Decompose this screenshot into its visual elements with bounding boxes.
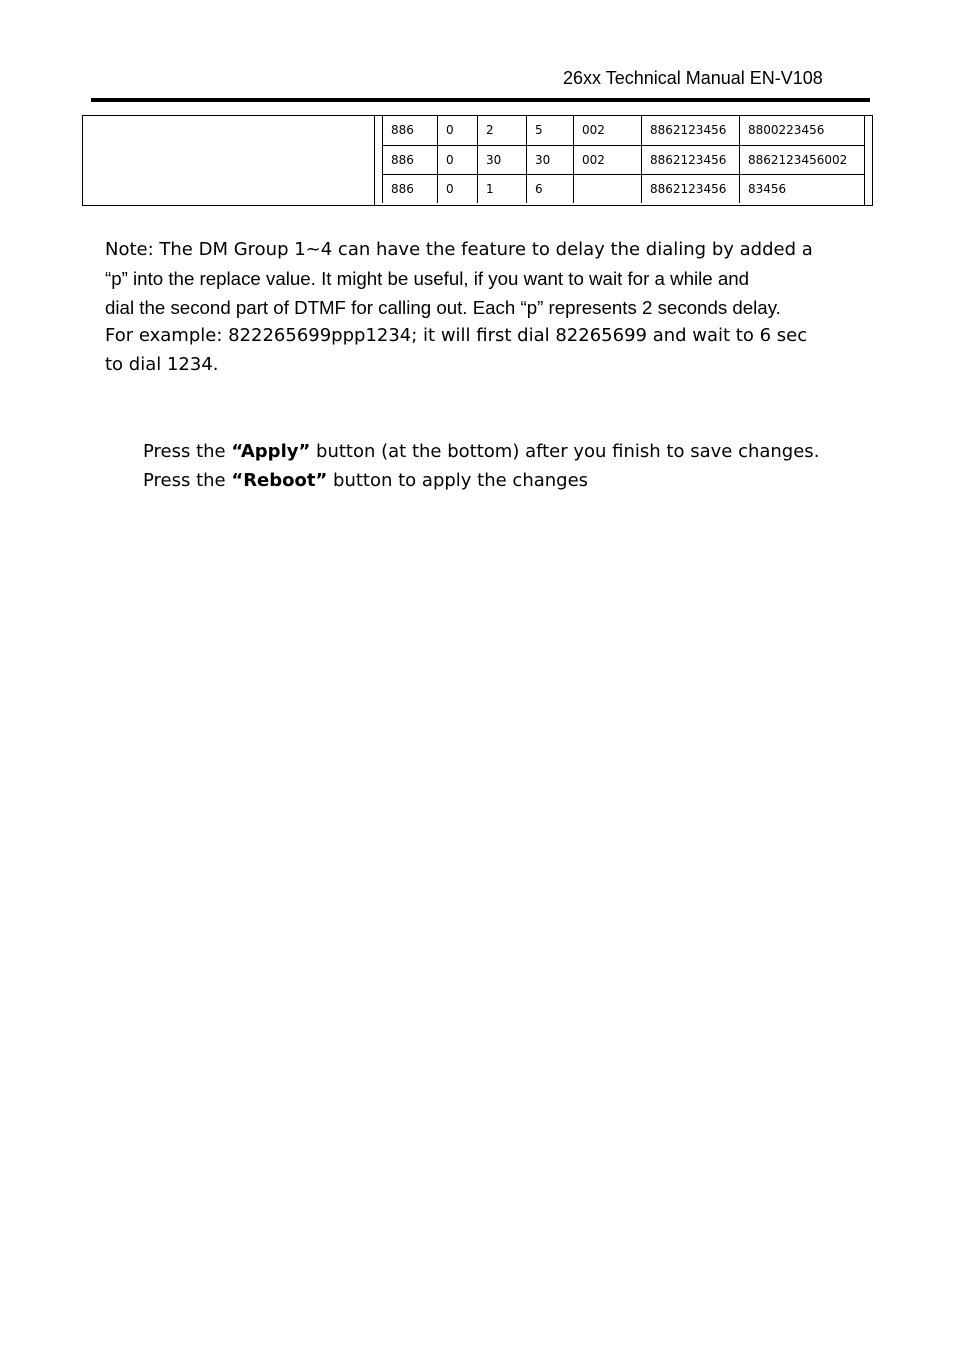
note-line: to dial 1234. (105, 354, 219, 376)
apply-keyword: “Apply” (231, 441, 311, 462)
instruction-prefix: Press the (143, 469, 232, 491)
table-cell: 8862123456002 (740, 145, 865, 174)
header-divider (91, 98, 870, 102)
table-cell: 30 (527, 145, 574, 174)
instructions (143, 438, 819, 495)
dial-plan-data (382, 116, 865, 203)
table-cell: 6 (527, 174, 574, 203)
table-inner-border-left (374, 116, 375, 205)
table-cell: 886 (383, 145, 438, 174)
note-line: dial the second part of DTMF for calling out. Each “p” represents 2 seconds delay. (105, 296, 781, 318)
table-cell: 8862123456 (642, 145, 740, 174)
table-cell: 8862123456 (642, 174, 740, 203)
table-cell: 0 (438, 116, 478, 145)
table-cell: 5 (527, 116, 574, 145)
table-row (383, 174, 865, 203)
instruction-suffix: button (at the bottom) after you finish to save changes. (310, 441, 820, 462)
instruction-suffix: button to apply the changes (327, 469, 589, 491)
apply-instruction (143, 438, 819, 467)
table-cell: 2 (478, 116, 527, 145)
note-line: Note: The DM Group 1~4 can have the feature to delay the dialing by added a (105, 239, 813, 260)
dial-plan-table (82, 115, 873, 206)
table-cell: 1 (478, 174, 527, 203)
instruction-prefix: Press the (143, 441, 232, 462)
table-cell: 8800223456 (740, 116, 865, 145)
table-cell: 83456 (740, 174, 865, 203)
table-row (383, 116, 865, 145)
table-cell (574, 174, 642, 203)
table-cell: 0 (438, 145, 478, 174)
reboot-instruction (143, 467, 819, 496)
table-cell: 002 (574, 116, 642, 145)
table-cell: 886 (383, 174, 438, 203)
table-cell: 886 (383, 116, 438, 145)
reboot-keyword: “Reboot” (231, 469, 328, 491)
note-line: For example: 822265699ppp1234; it will first dial 82265699 and wait to 6 sec (105, 325, 808, 347)
table-cell: 30 (478, 145, 527, 174)
table-cell: 0 (438, 174, 478, 203)
table-cell: 002 (574, 145, 642, 174)
document-header-title: 26xx Technical Manual EN-V108 (563, 68, 823, 88)
table-cell: 8862123456 (642, 116, 740, 145)
delay-note-paragraph (105, 236, 885, 380)
table-row (383, 145, 865, 174)
note-line: “p” into the replace value. It might be useful, if you want to wait for a while and (105, 267, 750, 289)
